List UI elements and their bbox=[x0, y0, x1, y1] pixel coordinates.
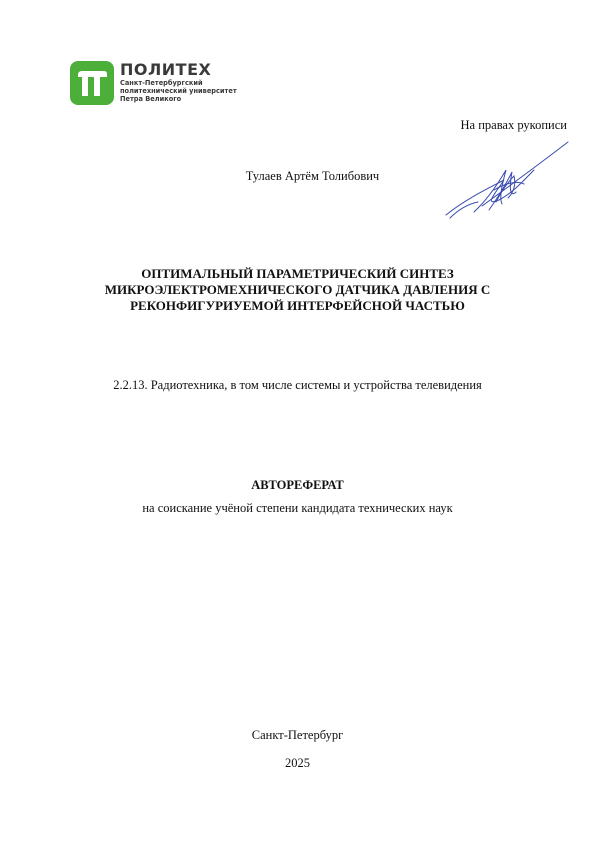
city: Санкт-Петербург bbox=[251, 728, 344, 742]
rights-note: На правах рукописи bbox=[460, 118, 567, 132]
logo-name: ПОЛИТЕХ bbox=[120, 60, 212, 79]
logo-subtitle-line: Петра Великого bbox=[120, 95, 182, 103]
thesis-title-line: МИКРОЭЛЕКТРОМЕХНИЧЕСКОГО ДАТЧИКА ДАВЛЕНИЯ С bbox=[104, 282, 491, 297]
signature-icon bbox=[444, 140, 570, 222]
logo-subtitle bbox=[120, 79, 250, 103]
pi-logo-icon bbox=[70, 61, 114, 105]
document-type: АВТОРЕФЕРАТ bbox=[251, 478, 344, 492]
thesis-title bbox=[60, 266, 535, 314]
author-name: Тулаев Артём Толибович bbox=[245, 169, 380, 183]
university-logo bbox=[70, 61, 245, 109]
thesis-title-line: РЕКОНФИГУРИУЕМОЙ ИНТЕРФЕЙСНОЙ ЧАСТЬЮ bbox=[130, 298, 465, 313]
degree-description: на соискание учёной степени кандидата технических наук bbox=[142, 501, 453, 515]
specialty-code: 2.2.13. Радиотехника, в том числе системы и устройства телевидения bbox=[113, 378, 482, 392]
logo-subtitle-line: политехнический университет bbox=[120, 87, 237, 95]
logo-subtitle-line: Санкт-Петербургский bbox=[120, 79, 203, 87]
thesis-title-line: ОПТИМАЛЬНЫЙ ПАРАМЕТРИЧЕСКИЙ СИНТЕЗ bbox=[141, 266, 454, 281]
year: 2025 bbox=[285, 756, 310, 770]
